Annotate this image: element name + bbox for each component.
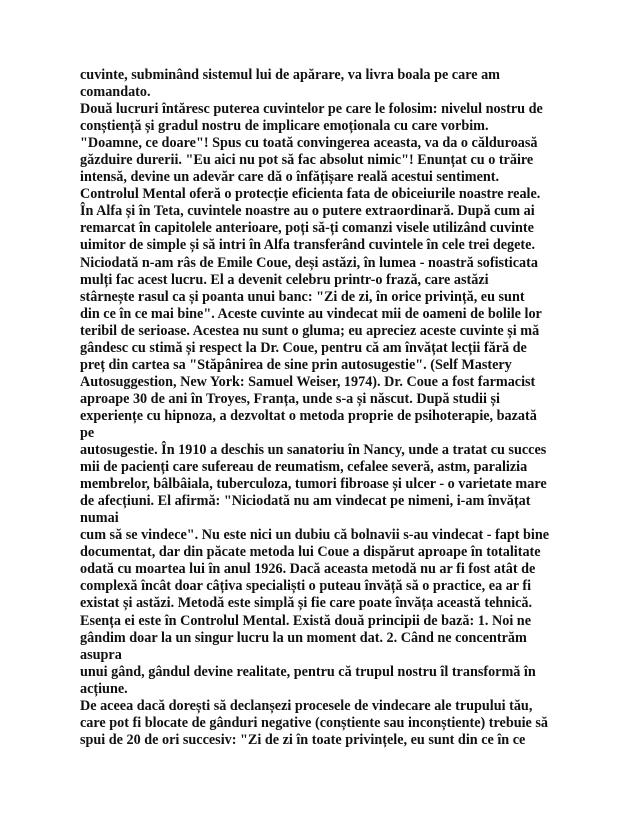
text-line: De aceea dacă dorești să declanșezi procesele de vindecare ale trupului tău, [80,697,533,714]
text-line: numai [80,510,119,527]
text-line: intensă, devine un adevăr care dă o înfățișare reală acestui sentiment. [80,169,500,186]
text-line: Două lucruri întăresc puterea cuvintelor pe care le folosim: nivelul nostru de [80,101,543,118]
text-line: acțiune. [80,680,128,697]
text-line: odată cu moartea lui în anul 1926. Dacă aceasta metodă nu ar fi fost atât de [80,561,536,578]
text-line: asupra [80,646,122,663]
text-line: unui gând, gândul devine realitate, pentru că trupul nostru îl transformă în [80,663,536,680]
text-line: mii de pacienți care sufereau de reumatism, cefalee severă, astm, paralizia [80,459,528,476]
text-line: În Alfa și în Teta, cuvintele noastre au o putere extraordinară. După cum ai [80,203,535,220]
text-line: stârnește rasul ca și poanta unui banc: "Zi de zi, în orice privință, eu sunt [80,288,525,305]
text-line: cum să se vindece". Nu este nici un dubiu că bolnavii s-au vindecat - fapt bine [80,527,550,544]
text-line: Niciodată n-am râs de Emile Coue, deși astăzi, în lumea - noastră sofisticata [80,254,538,271]
text-line: documentat, dar din păcate metoda lui Coue a dispărut aproape în totalitate [80,544,541,561]
text-line: experiențe cu hipnoza, a dezvoltat o metoda proprie de psihoterapie, bazată [80,407,537,424]
text-line: aproape 30 de ani în Troyes, Franța, unde s-a și născut. După studii și [80,390,500,407]
text-line: Autosuggestion, New York: Samuel Weiser, 1974). Dr. Coue a fost farmacist [80,373,536,390]
text-line: complexă încât doar câțiva specialiști o puteau învăță să o practice, ea ar fi [80,578,532,595]
text-line: Esența ei este în Controlul Mental. Există două principii de bază: 1. Noi ne [80,612,531,629]
text-line: comandato. [80,84,151,101]
text-line: conștiență și gradul nostru de implicare emoționala cu care vorbim. [80,118,489,135]
text-line: remarcat în capitolele anterioare, poți să-ți comanzi visele utilizând cuvinte [80,220,534,237]
text-line: Controlul Mental oferă o protecție eficienta fata de obiceiurile noastre reale. [80,186,541,203]
text-line: teribil de serioase. Acestea nu sunt o gluma; eu apreciez aceste cuvinte și mă [80,322,540,339]
text-line: de afecțiuni. El afirmă: "Niciodată nu am vindecat pe nimeni, i-am învățat [80,493,531,510]
text-line: gândesc cu stimă și respect la Dr. Coue, pentru că am învățat lecții fără de [80,339,527,356]
text-line: cuvinte, subminând sistemul lui de apărare, va livra boala pe care am [80,67,500,83]
text-line: găzduire durerii. "Eu aici nu pot să fac absolut nimic"! Enunțat cu o trăire [80,152,534,169]
text-line: preț din cartea sa "Stăpânirea de sine prin autosugestie". (Self Mastery [80,356,512,373]
text-line: din ce în ce mai bine". Aceste cuvinte au vindecat mii de oameni de bolile lor [80,305,542,322]
text-line: membrelor, bâlbâiala, tuberculoza, tumori fibroase și ulcer - o varietate mare [80,476,547,493]
text-line: "Doamne, ce doare"! Spus cu toată convingerea aceasta, va da o călduroasă [80,135,538,152]
text-line: mulți fac acest lucru. El a devenit celebru printr-o frază, care astăzi [80,271,489,288]
text-line: care pot fi blocate de gânduri negative (conștiente sau inconștiente) trebuie să [80,714,549,731]
text-line: spui de 20 de ori succesiv: "Zi de zi în toate privințele, eu sunt din ce în ce [80,731,526,748]
text-line: pe [80,424,95,441]
text-line: gândim doar la un singur lucru la un moment dat. 2. Când ne concentrăm [80,629,527,646]
body-text [80,67,580,749]
text-line: existat și astăzi. Metodă este simplă și fie care poate învăța această tehnică. [80,595,533,612]
text-line: uimitor de simple și să intri în Alfa transferând cuvintele în cele trei degete. [80,237,535,254]
text-line: autosugestie. În 1910 a deschis un sanatoriu în Nancy, unde a tratat cu succes [80,442,547,459]
